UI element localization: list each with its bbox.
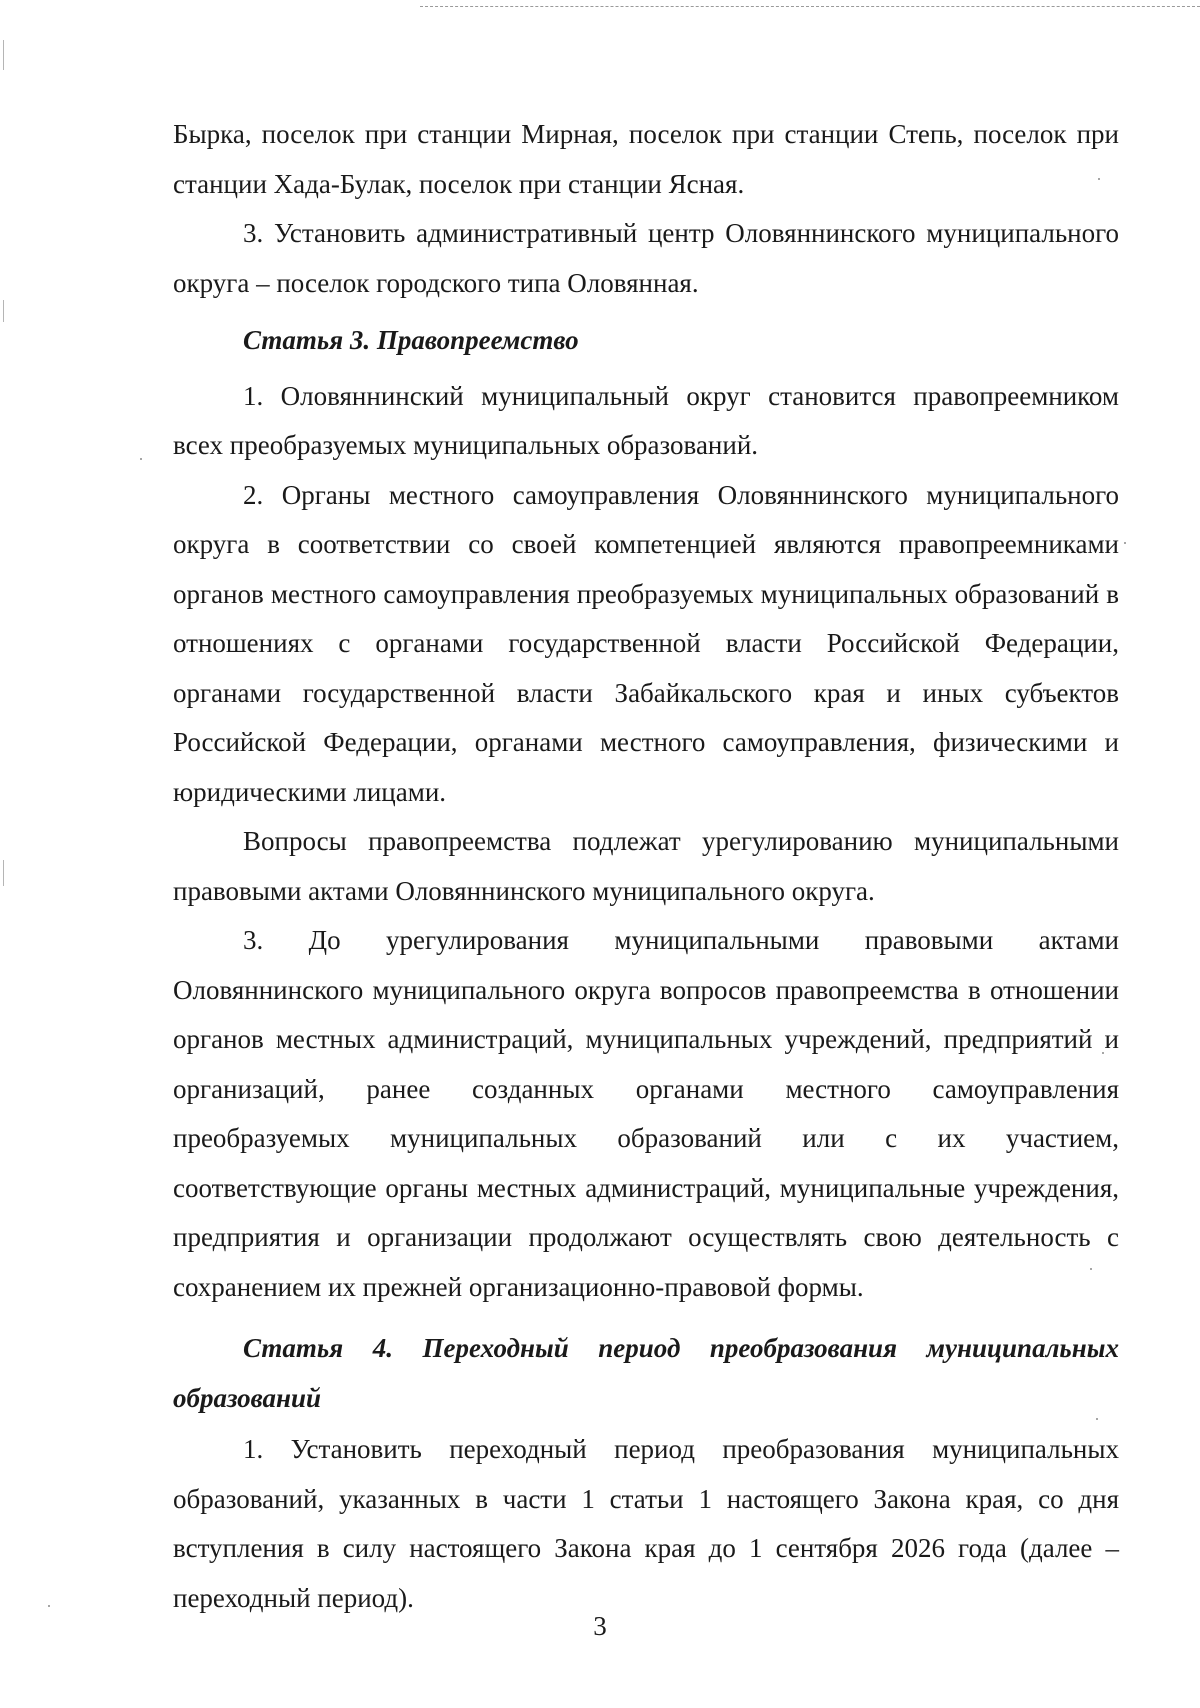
scan-speck xyxy=(48,1605,50,1607)
article-3-paragraph-3: 3. До урегулирования муниципальными правовыми актами Оловяннинского муниципального округа вопросов правопреемства в отношении органов местных администраций, муниципальных учреждений, предприятий и организаций, ранее созданных органами местного самоуправления преобразуемых муниципальных образований или с их участием, соответствующие органы местных администраций, муниципальные учреждения, предприятия и организации продолжают осуществлять свою деятельность с сохранением их прежней организационно-правовой формы. xyxy=(173,925,1119,1302)
scan-artifact-line xyxy=(420,6,1200,7)
article-3-paragraph-2-continued: Вопросы правопреемства подлежат урегулированию муниципальными правовыми актами Оловяннинского муниципального округа. xyxy=(173,826,1119,906)
document-body xyxy=(173,110,1119,1623)
paragraph-continuation: Бырка, поселок при станции Мирная, поселок при станции Степь, поселок при станции Хада-Булак, поселок при станции Ясная. xyxy=(173,119,1119,199)
scan-edge-mark xyxy=(3,860,4,886)
scan-edge-mark xyxy=(3,300,4,322)
scan-speck xyxy=(1124,542,1126,544)
page-number: 3 xyxy=(593,1611,607,1641)
article-3-heading: Статья 3. Правопреемство xyxy=(243,325,579,355)
scan-edge-mark xyxy=(3,40,4,70)
article-4-heading: Статья 4. Переходный период преобразования муниципальных образований xyxy=(173,1333,1119,1413)
scan-speck xyxy=(140,458,142,460)
article-3-paragraph-2: 2. Органы местного самоуправления Оловяннинского муниципального округа в соответствии со своей компетенцией являются правопреемниками органов местного самоуправления преобразуемых муниципальных образований в отношениях с органами государственной власти Российской Федерации, органами государственной власти Забайкальского края и иных субъектов Российской Федерации, органами местного самоуправления, физическими и юридическими лицами. xyxy=(173,479,1119,807)
article-3-paragraph-1: 1. Оловяннинский муниципальный округ становится правопреемником всех преобразуемых муниципальных образований. xyxy=(173,380,1119,460)
paragraph-item-3: 3. Установить административный центр Оловяннинского муниципального округа – поселок городского типа Оловянная. xyxy=(173,218,1119,298)
article-4-paragraph-1: 1. Установить переходный период преобразования муниципальных образований, указанных в части 1 статьи 1 настоящего Закона края, со дня вступления в силу настоящего Закона края до 1 сентября 2026 года (далее – переходный период). xyxy=(173,1434,1119,1613)
